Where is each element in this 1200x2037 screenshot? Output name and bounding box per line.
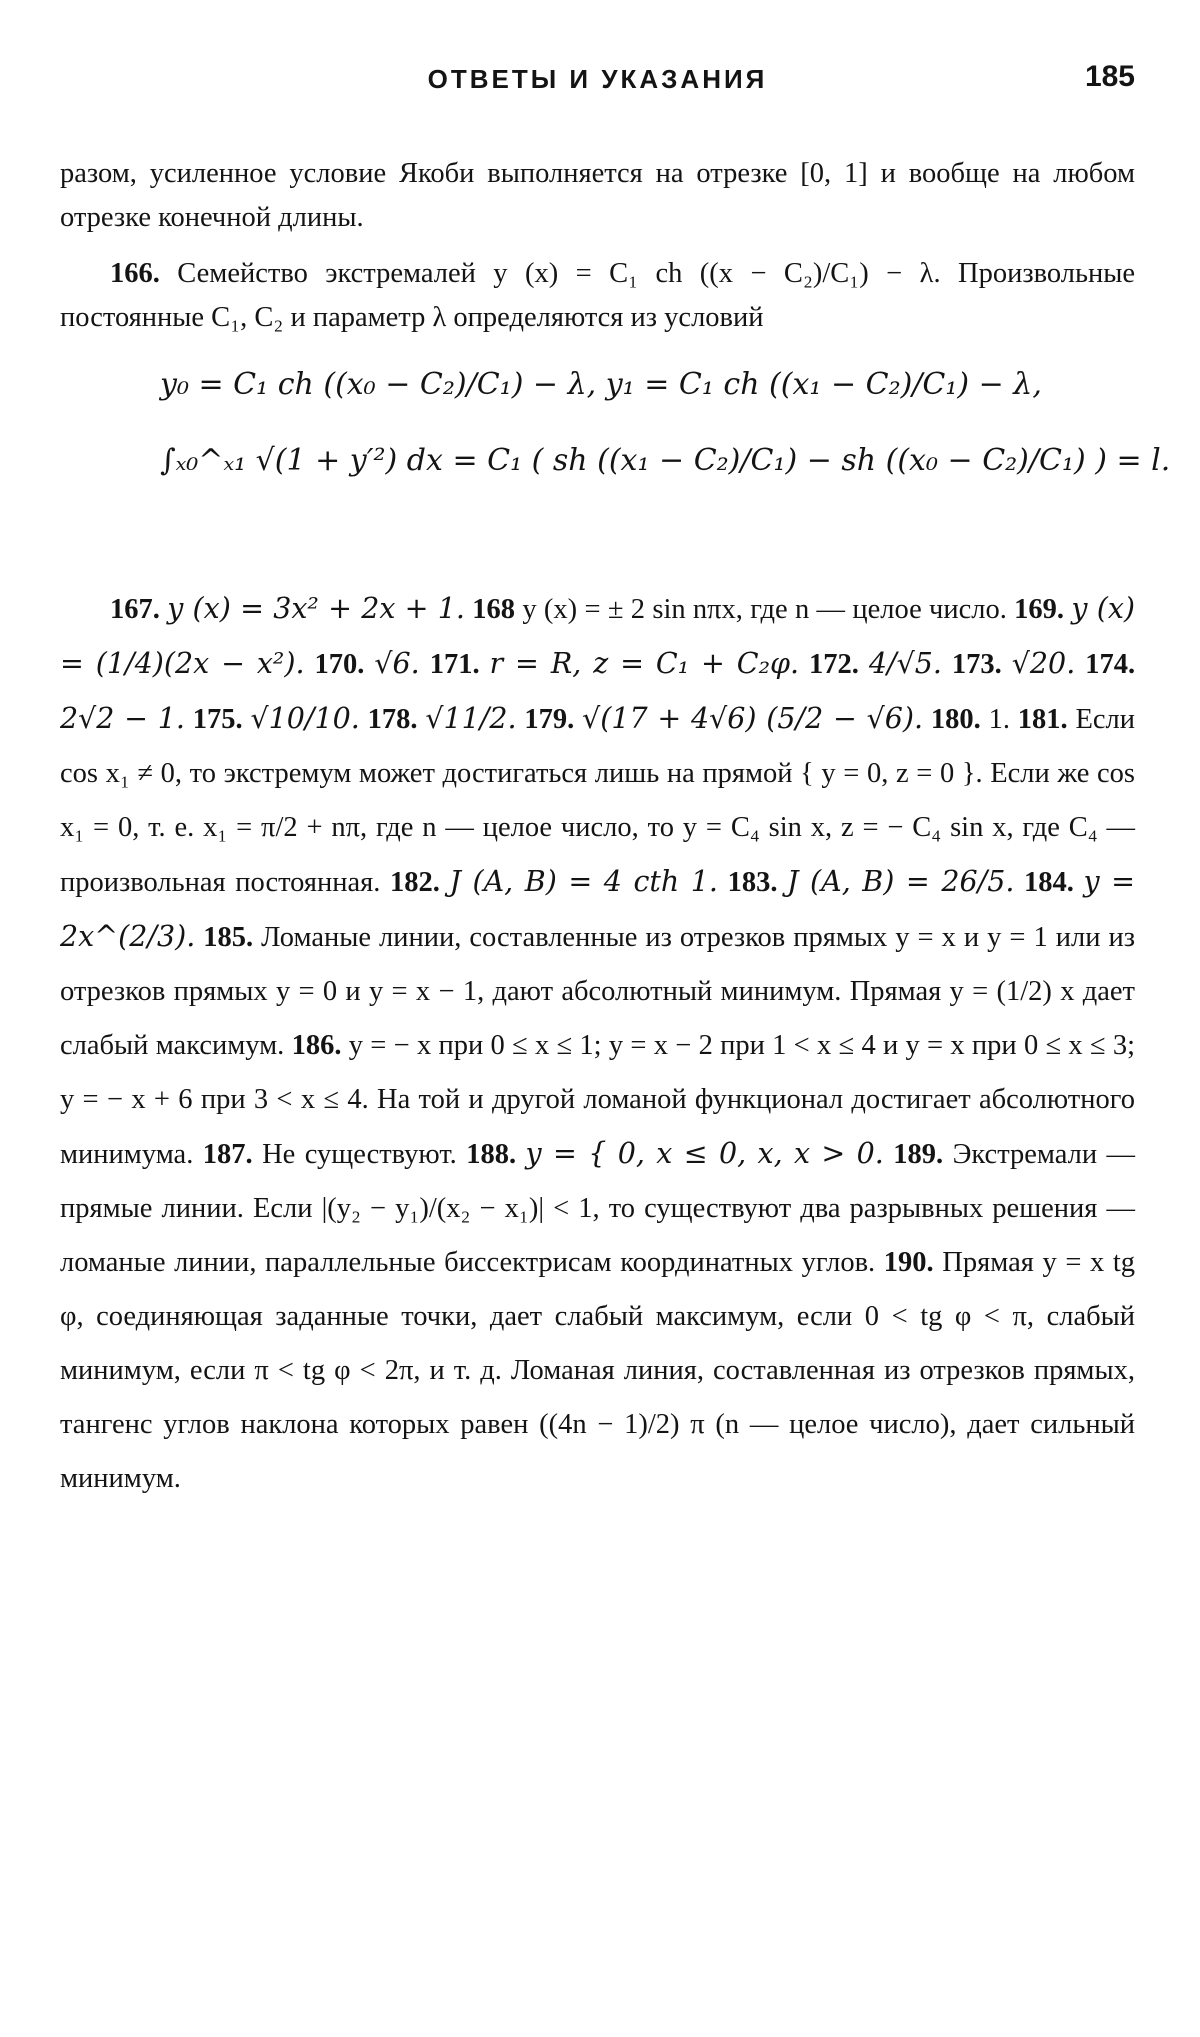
answer-number: 182. xyxy=(390,867,440,898)
answer-number: 181. xyxy=(1017,704,1068,735)
page-header xyxy=(60,60,1135,100)
answers-block xyxy=(60,582,1135,1506)
answer-number: 180. xyxy=(930,704,981,735)
answer-text: Если cos x₁ ≠ 0, то экстремум может достигаться лишь на прямой { y = 0, z = 0 }. Если же cos x₁ = 0, т. е. x₁ = π/2 + nπ, где n — целое число, то y = C₄ sin x, z = − C₄ sin x, где C₄ — произвольная постоянная. xyxy=(60,704,1136,898)
answer-number: 178. xyxy=(367,704,418,735)
answer-number: 166. xyxy=(110,258,160,289)
answer-number: 171. xyxy=(429,649,480,680)
answer-text: Экстремали — прямые линии. Если |(y₂ − y₁)/(x₂ − x₁)| < 1, то существуют два разрывных решения — ломаные линии, параллельные биссектрисам координатных углов. xyxy=(60,1139,1136,1278)
answer-number: 184. xyxy=(1024,867,1074,898)
answer-number: 183. xyxy=(727,867,778,898)
paragraph-continuation xyxy=(60,152,1135,240)
formula-isoperimetric-integral: ∫ₓ₀^ₓ₁ √(1 + y′²) dx = C₁ ( sh ((x₁ − C₂)/C₁) − sh ((x₀ − C₂)/C₁) ) = l. xyxy=(160,443,1171,478)
paragraph-text: разом, усиленное условие Якоби выполняется на отрезке [0, 1] и вообще на любом отрезке конечной длины. xyxy=(60,158,1135,233)
answer-text: y (x) = (1/4)(2x − x²). xyxy=(60,592,1136,680)
running-title: ОТВЕТЫ И УКАЗАНИЯ xyxy=(427,64,768,94)
answer-text: √11/2. xyxy=(425,702,517,735)
answer-number: 169. xyxy=(1014,594,1065,625)
answer-number: 190. xyxy=(883,1247,934,1278)
answer-text: r = R, z = C₁ + C₂φ. xyxy=(489,647,800,680)
answer-number: 167. xyxy=(110,594,160,625)
answer-text: √6. xyxy=(374,647,420,680)
answer-text: 2√2 − 1. xyxy=(60,702,185,735)
answer-number: 170. xyxy=(314,649,365,680)
answer-number: 189. xyxy=(893,1139,944,1170)
answer-text: y (x) = 3x² + 2x + 1. xyxy=(167,592,465,625)
answer-text: Прямая y = x tg φ, соединяющая заданные точки, дает слабый максимум, если 0 < tg φ < π, слабый минимум, если π < tg φ < 2π, и т. д. Ломаная линия, составленная из отрезков прямых, тангенс углов наклона которых равен ((4n − 1)/2) π (n — целое число), дает сильный минимум. xyxy=(60,1247,1136,1494)
answer-number: 188. xyxy=(466,1139,517,1170)
formula-boundary-conditions: y₀ = C₁ ch ((x₀ − C₂)/C₁) − λ, y₁ = C₁ ch ((x₁ − C₂)/C₁) − λ, xyxy=(160,367,1042,402)
answer-166 xyxy=(60,252,1135,340)
answer-number: 179. xyxy=(524,704,575,735)
answer-text: 4/√5. xyxy=(868,647,942,680)
document-page xyxy=(60,60,1171,2020)
answer-number: 185. xyxy=(203,922,254,953)
answer-number: 173. xyxy=(951,649,1002,680)
answer-text: √20. xyxy=(1011,647,1076,680)
answer-text: y = − x при 0 ≤ x ≤ 1; y = x − 2 при 1 < x ≤ 4 и y = x при 0 ≤ x ≤ 3; y = − x + 6 при 3 < x ≤ 4. На той и другой ломаной функционал достигает абсолютного минимума. xyxy=(60,1030,1135,1170)
answer-number: 174. xyxy=(1085,649,1136,680)
answer-text: Семейство экстремалей y (x) = C₁ ch ((x − C₂)/C₁) − λ. Произвольные постоянные C₁, C₂ и параметр λ определяются из условий xyxy=(60,258,1135,333)
answer-number: 175. xyxy=(192,704,243,735)
page-number: 185 xyxy=(1084,60,1135,93)
answer-number: 187. xyxy=(202,1139,253,1170)
answer-number: 186. xyxy=(291,1030,342,1061)
answer-text: √(17 + 4√6) (5/2 − √6). xyxy=(582,702,924,735)
page-content xyxy=(60,152,1171,1506)
answer-text: y = 2x^(2/3). xyxy=(60,865,1136,953)
answer-text: Ломаные линии, составленные из отрезков прямых y = x и y = 1 или из отрезков прямых y = 0 и y = x − 1, дают абсолютный минимум. Прямая y = (1/2) x дает слабый максимум. xyxy=(60,922,1135,1061)
answer-text: 1. xyxy=(988,704,1010,735)
answer-number: 168 xyxy=(472,594,516,625)
answer-text: √10/10. xyxy=(250,702,360,735)
answer-text: J (A, B) = 4 cth 1. xyxy=(449,865,718,898)
answer-text: y (x) = ± 2 sin nπx, где n — целое число. xyxy=(522,594,1007,625)
answer-text: y = { 0, x ≤ 0, x, x > 0. xyxy=(525,1137,884,1170)
answer-number: 172. xyxy=(809,649,859,680)
answer-text: Не существуют. xyxy=(262,1139,457,1170)
answer-text: J (A, B) = 26/5. xyxy=(787,865,1015,898)
